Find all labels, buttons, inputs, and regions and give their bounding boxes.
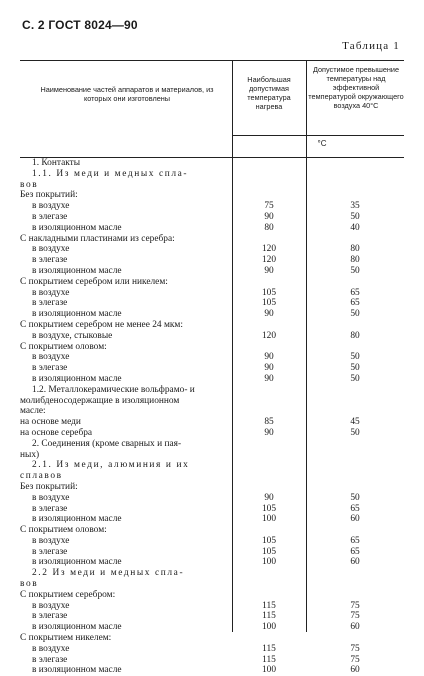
row-label: масле: (20, 406, 46, 417)
table-row (20, 622, 404, 633)
row-label: в изоляционном масле (32, 309, 122, 320)
table-row (20, 180, 404, 191)
temp-rise-value: 80 (350, 244, 360, 255)
table-row (20, 331, 404, 342)
temp-rise-value: 50 (350, 492, 360, 503)
table-row (20, 525, 404, 536)
table-row (20, 277, 404, 288)
table-row (20, 352, 404, 363)
table-row (20, 568, 404, 579)
page-header: С. 2 ГОСТ 8024—90 (22, 18, 138, 32)
max-temp-value: 100 (261, 665, 277, 676)
table-row (20, 255, 404, 266)
row-label: в элегазе (32, 211, 68, 222)
table-row (20, 223, 404, 234)
table-row (20, 309, 404, 320)
table-row (20, 557, 404, 568)
table-header (20, 60, 404, 158)
table-title: Таблица 1 (342, 40, 400, 52)
table-row (20, 190, 404, 201)
max-temp-value: 100 (261, 514, 277, 525)
max-temp-value: 115 (262, 643, 276, 654)
temp-rise-value: 50 (350, 373, 360, 384)
max-temp-value: 105 (261, 503, 277, 514)
row-label: С покрытием серебром не менее 24 мкм: (20, 319, 183, 330)
table-row (20, 298, 404, 309)
header-unit-divider (232, 135, 404, 136)
row-label: в воздухе (32, 287, 70, 298)
temp-rise-value: 50 (350, 352, 360, 363)
max-temp-value: 90 (264, 309, 274, 320)
table-row (20, 644, 404, 655)
table-row (20, 590, 404, 601)
row-label: С покрытием серебром: (20, 589, 116, 600)
temp-rise-value: 75 (350, 600, 360, 611)
row-label: в элегазе (32, 255, 68, 266)
max-temp-value: 120 (261, 244, 277, 255)
row-label: на основе меди (20, 417, 81, 428)
max-temp-value: 90 (264, 211, 274, 222)
max-temp-value: 90 (264, 265, 274, 276)
row-label: на основе серебра (20, 427, 93, 438)
row-label: в воздухе (32, 600, 70, 611)
row-label: 2. Соединения (кроме сварных и пая- (32, 438, 182, 449)
temp-rise-value: 75 (350, 611, 360, 622)
max-temp-value: 80 (264, 222, 274, 233)
table-row (20, 363, 404, 374)
row-label: в элегазе (32, 654, 68, 665)
table-row (20, 428, 404, 439)
row-label: в воздухе (32, 492, 70, 503)
row-label: С покрытием оловом: (20, 525, 107, 536)
row-label: Без покрытий: (20, 481, 78, 492)
temp-rise-value: 60 (350, 622, 360, 633)
table-row (20, 460, 404, 471)
table-row (20, 579, 404, 590)
max-temp-value: 115 (262, 600, 276, 611)
row-label: в элегазе (32, 298, 68, 309)
max-temp-value: 105 (261, 535, 277, 546)
temp-rise-value: 75 (350, 654, 360, 665)
max-temp-value: 90 (264, 363, 274, 374)
row-label: в изоляционном масле (32, 373, 122, 384)
row-label: Без покрытий: (20, 190, 78, 201)
max-temp-value: 90 (264, 352, 274, 363)
row-label: в воздухе (32, 535, 70, 546)
table-row (20, 450, 404, 461)
row-label: в изоляционном масле (32, 622, 122, 633)
max-temp-value: 100 (261, 557, 277, 568)
max-temp-value: 120 (261, 255, 277, 266)
column-header-temp-rise: Допустимое превышение температуры над эффективной температурой окружающего воздуха 40°С (308, 65, 404, 110)
table-row (20, 342, 404, 353)
table-row (20, 611, 404, 622)
row-label: ных) (20, 449, 40, 460)
table-row (20, 406, 404, 417)
temp-rise-value: 65 (350, 535, 360, 546)
unit-row (232, 139, 404, 148)
row-label: в элегазе (32, 503, 68, 514)
row-label: С покрытием никелем: (20, 633, 112, 644)
column-header-max-temp: Наибольшая допустимая температура нагрева (247, 75, 291, 111)
temp-rise-value: 50 (350, 265, 360, 276)
temp-rise-value: 45 (350, 417, 360, 428)
row-label: в изоляционном масле (32, 665, 122, 676)
temp-rise-value: 50 (350, 309, 360, 320)
temp-rise-value: 35 (350, 201, 360, 212)
row-label: в воздухе (32, 244, 70, 255)
row-label: 2.2 Из меди и медных спла- (32, 568, 185, 579)
table-row (20, 288, 404, 299)
table-row (20, 482, 404, 493)
temp-rise-value: 80 (350, 255, 360, 266)
row-label: 1.1. Из меди и медных спла- (32, 168, 189, 179)
row-label: С покрытием серебром или никелем: (20, 276, 168, 287)
temp-rise-value: 60 (350, 514, 360, 525)
max-temp-value: 105 (261, 287, 277, 298)
temp-rise-value: 80 (350, 330, 360, 341)
column-header-parts: Наименование частей аппаратов и материалов, из которых они изготовлены (40, 85, 214, 103)
row-label: сплавов (20, 471, 63, 482)
max-temp-value: 90 (264, 373, 274, 384)
table-row (20, 266, 404, 277)
temp-rise-value: 50 (350, 363, 360, 374)
table-row (20, 212, 404, 223)
max-temp-value: 105 (261, 546, 277, 557)
row-label: вов (20, 579, 39, 590)
max-temp-value: 90 (264, 427, 274, 438)
table-row (20, 234, 404, 245)
table-row (20, 385, 404, 396)
row-label: в изоляционном масле (32, 514, 122, 525)
row-label: 1.2. Металлокерамические вольфрамо- и (32, 384, 195, 395)
temp-rise-value: 50 (350, 211, 360, 222)
table-row (20, 493, 404, 504)
table-row (20, 504, 404, 515)
temp-rise-value: 50 (350, 427, 360, 438)
table-row (20, 320, 404, 331)
table-row (20, 158, 404, 169)
row-label: С покрытием оловом: (20, 341, 107, 352)
row-label: в воздухе (32, 643, 70, 654)
row-label: вов (20, 179, 39, 190)
max-temp-value: 90 (264, 492, 274, 503)
row-label: в воздухе, стыковые (32, 330, 113, 341)
table-row (20, 547, 404, 558)
table-body (20, 158, 404, 676)
max-temp-value: 75 (264, 201, 274, 212)
unit-label: °С (317, 139, 327, 148)
row-label: в изоляционном масле (32, 222, 122, 233)
row-label: 2.1. Из меди, алюминия и их (32, 460, 190, 471)
row-label: молибденосодержащие в изоляционном (20, 395, 180, 406)
row-label: в воздухе (32, 352, 70, 363)
row-label: в элегазе (32, 611, 68, 622)
temp-rise-value: 65 (350, 503, 360, 514)
max-temp-value: 85 (264, 417, 274, 428)
table-row (20, 471, 404, 482)
row-label: в элегазе (32, 363, 68, 374)
table-row (20, 244, 404, 255)
table-row (20, 374, 404, 385)
row-label: в воздухе (32, 201, 70, 212)
temp-rise-value: 65 (350, 546, 360, 557)
temp-rise-value: 65 (350, 298, 360, 309)
table-row (20, 536, 404, 547)
table-row (20, 439, 404, 450)
temp-rise-value: 75 (350, 643, 360, 654)
row-label: в изоляционном масле (32, 265, 122, 276)
table-row (20, 655, 404, 666)
table-row (20, 201, 404, 212)
row-label: в изоляционном масле (32, 557, 122, 568)
max-temp-value: 115 (262, 654, 276, 665)
row-label: 1. Контакты (32, 158, 81, 168)
row-label: в элегазе (32, 546, 68, 557)
table-row (20, 601, 404, 612)
table-row (20, 169, 404, 180)
table-row (20, 665, 404, 676)
row-label: С накладными пластинами из серебра: (20, 233, 175, 244)
max-temp-value: 115 (262, 611, 276, 622)
max-temp-value: 100 (261, 622, 277, 633)
max-temp-value: 120 (261, 330, 277, 341)
table-row (20, 396, 404, 407)
temp-rise-value: 60 (350, 557, 360, 568)
temp-rise-value: 60 (350, 665, 360, 676)
temp-rise-value: 40 (350, 222, 360, 233)
table-row (20, 514, 404, 525)
temp-rise-value: 65 (350, 287, 360, 298)
max-temp-value: 105 (261, 298, 277, 309)
table-row (20, 417, 404, 428)
